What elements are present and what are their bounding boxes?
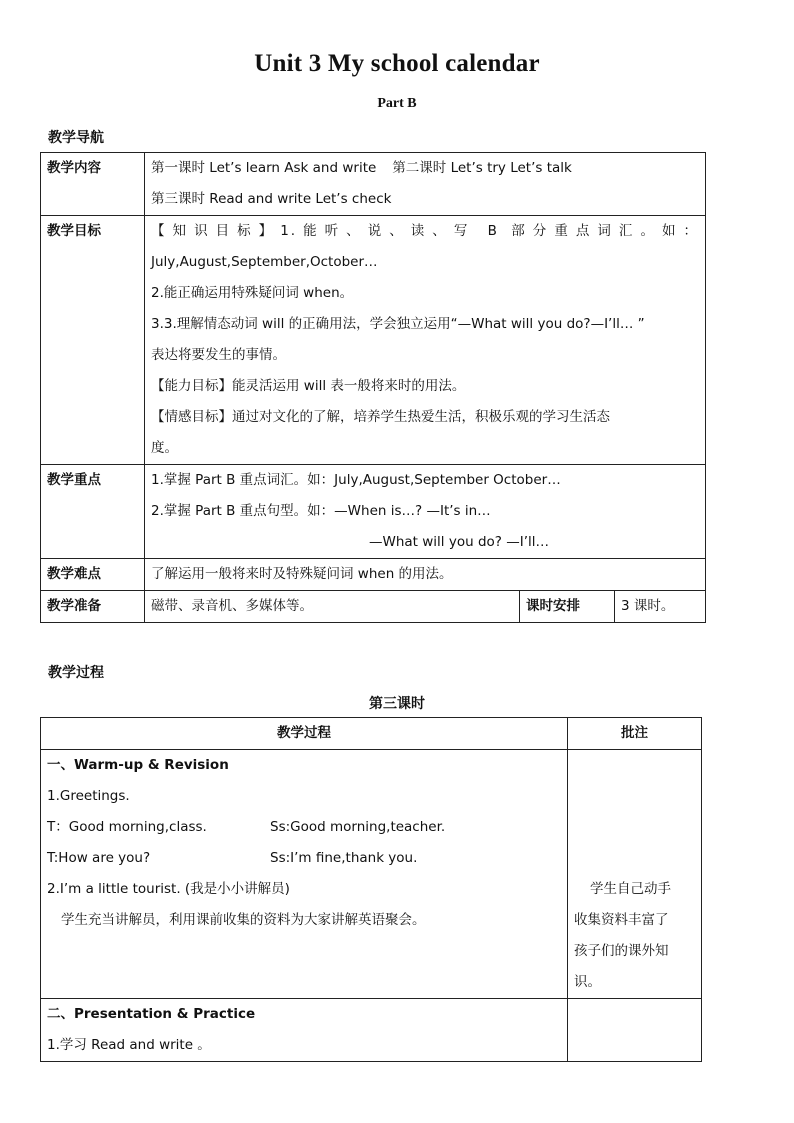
teacher-line-2: T:How are you? [47,850,151,866]
schedule-label: 课时安排 [520,591,615,623]
key-line-2: 2.掌握 Part B 重点句型。如：—When is…? —It’s in… [151,503,491,519]
content-cell [145,153,706,216]
row-goals [41,216,706,465]
greetings-line: 1.Greetings. [47,788,130,804]
goals-cell [145,216,706,465]
document-subtitle: Part B [377,96,417,111]
goals-line-7: 【情感目标】通过对文化的了解，培养学生热爱生活，积极乐观的学习生活态 [151,409,610,425]
row-key-points [41,465,706,559]
dialogue-line-2 [47,843,561,874]
process-header-row [41,718,702,750]
tourist-description: 学生充当讲解员，利用课前收集的资料为大家讲解英语聚会。 [61,912,426,928]
teacher-line-1: T：Good morning,class. [47,819,207,835]
key-points-cell [145,465,706,559]
schedule-text: 3 课时。 [615,591,706,623]
row-difficulty [41,559,706,591]
difficulty-text: 了解运用一般将来时及特殊疑问词 when 的用法。 [145,559,706,591]
note-line-3: 孩子们的课外知 [574,943,669,959]
presentation-notes-cell [568,999,702,1062]
row-content [41,153,706,216]
row-preparation [41,591,706,623]
goals-line-2: July,August,September,October… [151,254,378,270]
teaching-guide-table [40,152,706,623]
content-label: 教学内容 [41,153,145,216]
warmup-cell [41,750,568,999]
document-title: Unit 3 My school calendar [254,50,540,77]
section-teaching-process-label: 教学过程 [48,665,104,681]
content-line-1b: 第二课时 Let’s try Let’s talk [392,160,572,176]
content-line-1 [151,153,699,184]
key-points-label: 教学重点 [41,465,145,559]
goals-label: 教学目标 [41,216,145,465]
process-column-header: 教学过程 [41,718,568,750]
goals-line-6: 【能力目标】能灵活运用 will 表一般将来时的用法。 [151,378,466,394]
presentation-row [41,999,702,1062]
content-line-2: 第三课时 Read and write Let’s check [151,191,392,207]
goals-line-8: 度。 [151,440,178,456]
warmup-row [41,750,702,999]
key-line-3: —What will you do? —I’ll… [369,534,550,550]
notes-cell [568,750,702,999]
preparation-label: 教学准备 [41,591,145,623]
key-line-1: 1.掌握 Part B 重点词汇。如：July,August,September October… [151,472,561,488]
section-teaching-guide-label: 教学导航 [48,130,104,146]
read-write-line: 1.学习 Read and write 。 [47,1037,211,1053]
teaching-process-table [40,717,702,1062]
note-line-4: 识。 [574,974,601,990]
goals-line-1: 【知识目标】1.能听、说、读、写 B 部分重点词汇。如： [151,223,700,239]
goals-line-3: 2.能正确运用特殊疑问词 when。 [151,285,354,301]
goals-line-4: 3.3.理解情态动词 will 的正确用法，学会独立运用“—What will you do?—I’ll… ” [151,316,645,332]
goals-line-5: 表达将要发生的事情。 [151,347,286,363]
students-line-2: Ss:I’m fine,thank you. [270,850,418,866]
presentation-cell [41,999,568,1062]
notes-column-header: 批注 [568,718,702,750]
warmup-heading: 一、Warm-up & Revision [47,757,229,773]
difficulty-label: 教学难点 [41,559,145,591]
preparation-text: 磁带、录音机、多媒体等。 [145,591,520,623]
students-line-1: Ss:Good morning,teacher. [270,819,446,835]
dialogue-line-1 [47,812,561,843]
content-line-1a: 第一课时 Let’s learn Ask and write [151,160,377,176]
lesson-label: 第三课时 [369,696,425,712]
note-line-1: 学生自己动手 [590,881,671,897]
presentation-heading: 二、Presentation & Practice [47,1006,256,1022]
notes-spacer [574,750,695,874]
note-line-2: 收集资料丰富了 [574,912,669,928]
tourist-line: 2.I’m a little tourist. (我是小小讲解员) [47,881,290,897]
